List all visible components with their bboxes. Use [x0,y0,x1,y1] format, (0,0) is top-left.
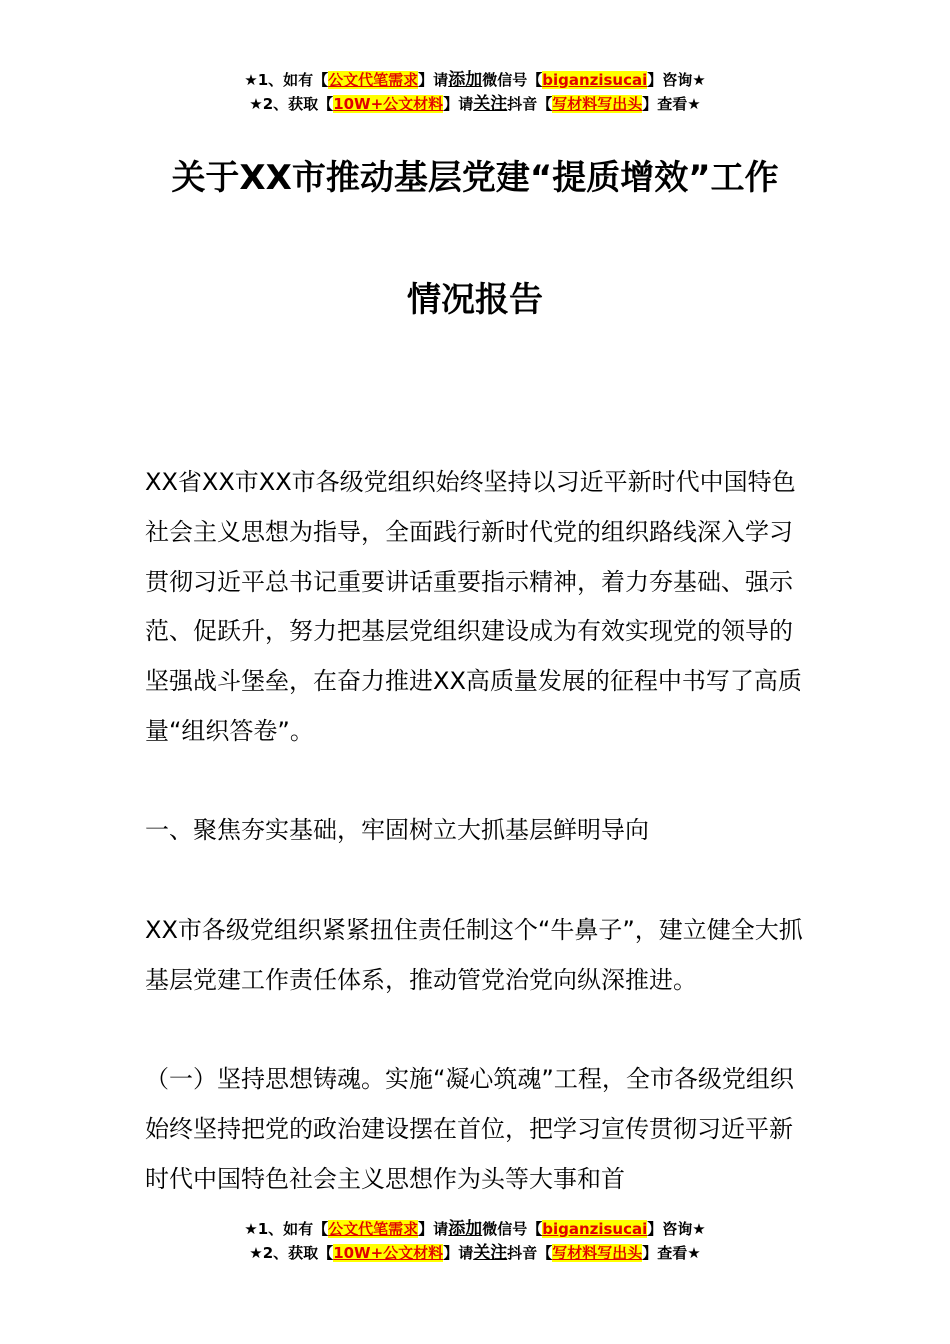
promo-text: ★2、获取【 [249,95,334,113]
promo-text: 】请 [418,71,449,89]
document-title-line-1: 关于XX市推动基层党建“提质增效”工作 [171,158,779,198]
promo-text: 】请 [443,1244,474,1262]
promo-wechat-id: biganzisucai [542,71,648,89]
section-heading-1: 一、聚焦夯实基础，牢固树立大抓基层鲜明导向 [145,816,649,844]
promo-wechat-id: biganzisucai [542,1220,648,1238]
promo-highlight: 公文代笔需求 [328,71,419,89]
promo-underlined: 关注 [473,1243,508,1263]
body-paragraph-intro: XX省XX市XX市各级党组织始终坚持以习近平新时代中国特色社会主义思想为指导，全面践行新时代党的组织路线深入学习贯彻习近平总书记重要讲话重要指示精神，着力夯基础、强示范、促跃升，努力把基层党组织建设成为有效实现党的领导的坚强战斗堡垒，在奋力推进XX高质量发展的征程中书写了高质量“组织答卷”。 [145,468,802,745]
promo-underlined: 添加 [448,70,483,90]
promo-text: 抖音【 [507,95,553,113]
body-paragraph: XX市各级党组织紧紧扭住责任制这个“牛鼻子”，建立健全大抓基层党建工作责任体系，推动管党治党向纵深推进。 [145,916,803,994]
promo-line-1 [0,1217,950,1241]
promo-douyin-id: 写材料写出头 [552,1244,643,1262]
promo-text: 微信号【 [482,1220,543,1238]
promo-underlined: 关注 [473,94,508,114]
promo-text: ★2、获取【 [249,1244,334,1262]
body-paragraph-subsection: （一）坚持思想铸魂。实施“凝心筑魂”工程，全市各级党组织始终坚持把党的政治建设摆在首位，把学习宣传贯彻习近平新时代中国特色社会主义思想作为头等大事和首 [145,1065,794,1193]
promo-text: 】请 [418,1220,449,1238]
document-title-line-2: 情况报告 [407,280,543,320]
promo-underlined: 添加 [448,1219,483,1239]
promo-text: 】查看★ [642,95,701,113]
promo-text: 微信号【 [482,71,543,89]
promo-line-1 [0,68,950,92]
promo-banner-bottom [0,1217,950,1265]
promo-line-2 [0,92,950,116]
promo-text: 】查看★ [642,1244,701,1262]
promo-text: 】咨询★ [647,71,706,89]
promo-text: 】咨询★ [647,1220,706,1238]
promo-highlight: 公文代笔需求 [328,1220,419,1238]
promo-text: ★1、如有【 [244,1220,329,1238]
promo-text: ★1、如有【 [244,71,329,89]
promo-banner-top [0,68,950,116]
promo-text: 】请 [443,95,474,113]
promo-highlight: 10W+公文材料 [333,95,444,113]
promo-line-2 [0,1241,950,1265]
promo-douyin-id: 写材料写出头 [552,95,643,113]
promo-highlight: 10W+公文材料 [333,1244,444,1262]
promo-text: 抖音【 [507,1244,553,1262]
